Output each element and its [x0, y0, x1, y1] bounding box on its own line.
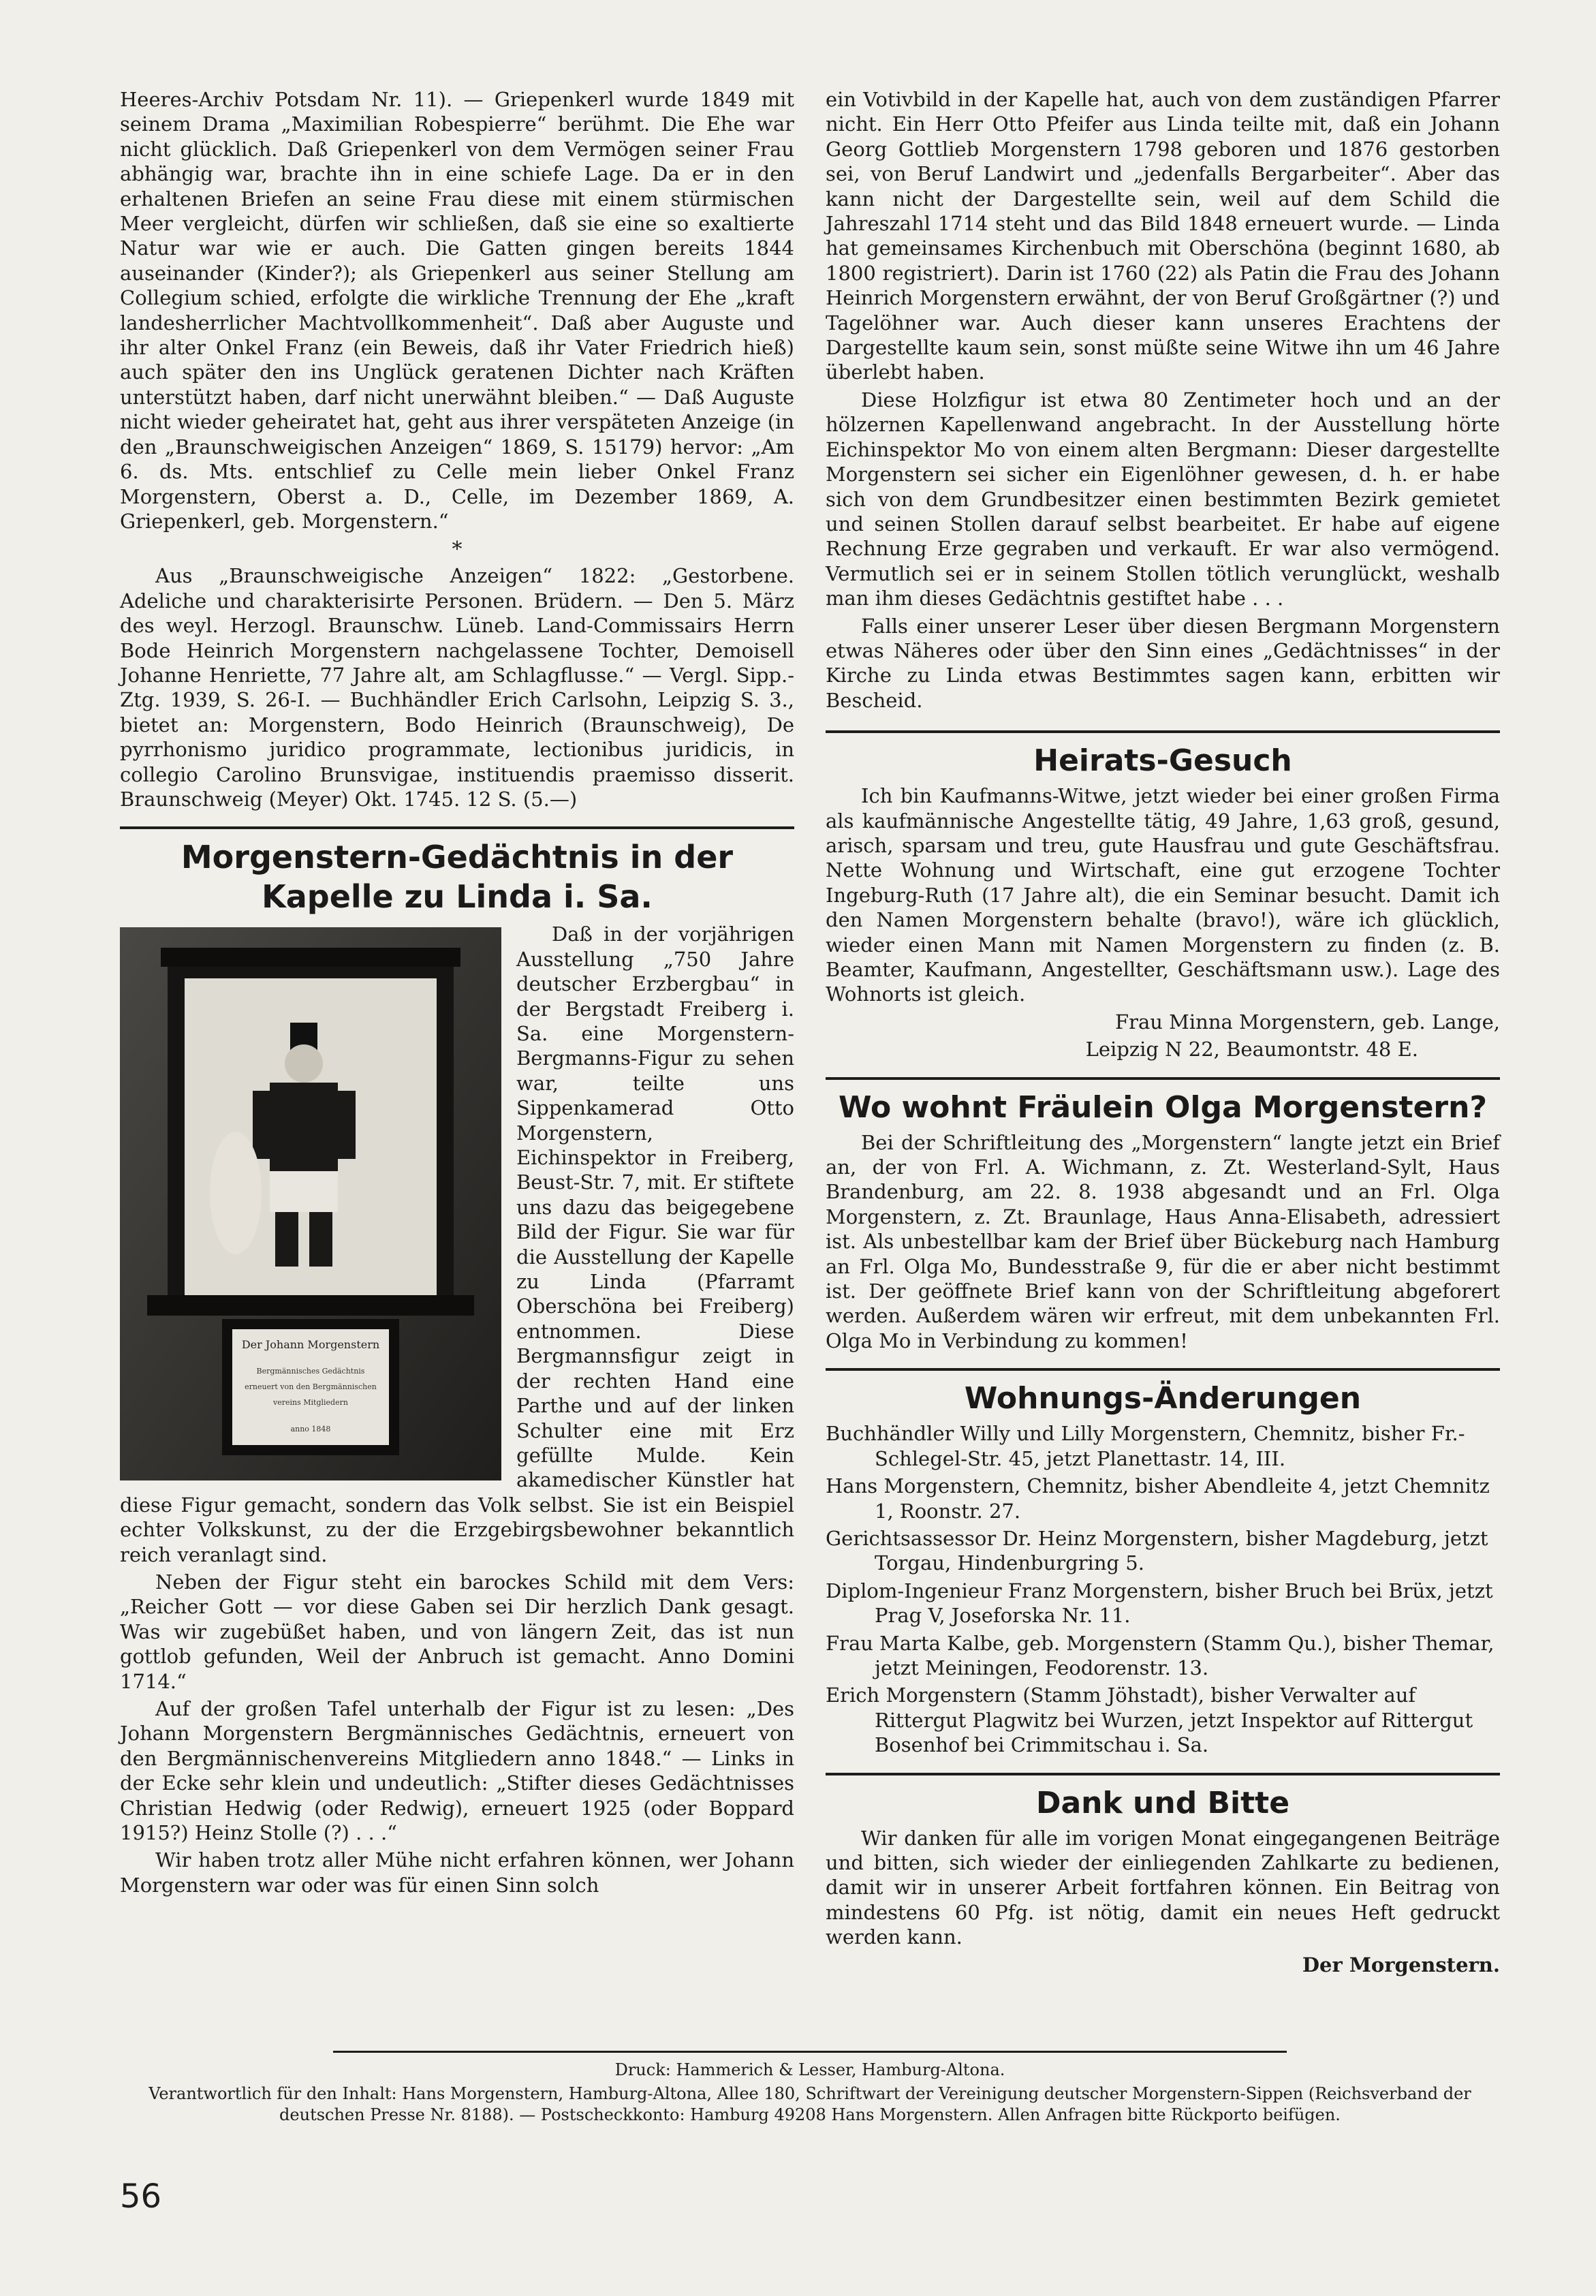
olga-heading: Wo wohnt Fräulein Olga Morgenstern?: [839, 1089, 1487, 1125]
heirat-heading: Heirats-Gesuch: [1033, 743, 1292, 779]
bergmann-figure-illustration: [120, 927, 501, 1480]
plaque-title: Der Johann Morgenstern: [241, 1338, 380, 1352]
heirat-text: Ich bin Kaufmanns-Witwe, jetzt wieder bei einer großen Firma als kaufmännische Angestellte tätig, 49 Jahre, 1,63 groß, gesund, arisch, sparsam und treu, gute Hausfrau und gute Geschäftsfrau. Nette Wohnung und Wirtschaft, eine gut erzogene Tochter Ingeburg-Ruth (17 Jahre alt), die ein Seminar besucht. Damit ich den Namen Morgenstern behalte (bravo!), wäre ich glücklich, wieder einen Mann mit Namen Morgenstern zu finden (z. B. Beamter, Kaufmann, Angestellter, Geschäftsmann usw.). Lage des Wohnorts ist gleich.: [826, 784, 1500, 1006]
wohnung-entry: Diplom-Ingenieur Franz Morgenstern, bisher Bruch bei Brüx, jetzt Prag V, Joseforska Nr. 11.: [826, 1579, 1493, 1628]
divider: [826, 1368, 1500, 1371]
right-paragraph-2: Diese Holzfigur ist etwa 80 Zentimeter hoch und an der hölzernen Kapellenwand angebracht. In der Ausstellung hörte Eichinspektor Mo von einem alten Bergmann: Dieser dargestellte Morgenstern sei sicher ein Eigenlöhner gewesen, d. h. er habe sich von dem Grundbesitzer einen bestimmten Bezirk gemietet und seinen Stollen darauf selbst bearbeitet. Er habe auf eigene Rechnung Erze gegraben und verkauft. Er war also vermögend. Vermutlich sei er in seinem Stollen tötlich verunglückt, weshalb man ihm dieses Gedächtnis gestiftet habe . . .: [826, 388, 1500, 610]
right-column: [826, 87, 1500, 1980]
left-paragraph-4: Neben der Figur steht ein barockes Schild mit dem Vers: „Reicher Gott — vor diese Gaben sei Dir herzlich Dank gesagt. Was wir zugebüßet haben, und von längern Zeit, das ist nun gottlob gefunden, Weil der Anbruch ist gemacht. Anno Domini 1714.“: [120, 1570, 794, 1693]
plaque-line-3: vereins Mitgliedern: [273, 1398, 348, 1408]
imprint-responsible: Verantwortlich für den Inhalt: Hans Morgenstern, Hamburg-Altona, Allee 180, Schriftwart der Vereinigung deutscher Morgenstern-Sippen (Reichsverband der deutschen Presse Nr. 8188). — Postscheckkonto: Hamburg 49208 Hans Morgenstern. Allen Anfragen bitte Rückporto beifügen.: [148, 2084, 1471, 2124]
page-number: 56: [120, 2177, 162, 2216]
wohnung-heading: Wohnungs-Änderungen: [964, 1381, 1362, 1416]
wohnung-entry: Frau Marta Kalbe, geb. Morgenstern (Stamm Qu.), bisher Themar, jetzt Meiningen, Feodorenstr. 13.: [826, 1631, 1495, 1679]
divider: [826, 1773, 1500, 1775]
wohnung-entry: Buchhändler Willy und Lilly Morgenstern, Chemnitz, bisher Fr.-Schlegel-Str. 45, jetzt Planettastr. 14, III.: [826, 1422, 1465, 1470]
dank-text: Wir danken für alle im vorigen Monat eingegangenen Beiträge und bitten, sich wieder der einliegenden Zahlkarte zu bedienen, damit wir in unserer Arbeit fortfahren können. Ein Beitrag von mindestens 60 Pfg. ist nötig, damit ein neues Heft gedruckt werden kann.: [826, 1826, 1500, 1949]
dank-signature: Der Morgenstern.: [1302, 1953, 1500, 1976]
plaque-line-1: Bergmännisches Gedächtnis: [256, 1367, 365, 1376]
imprint-divider: [333, 2051, 1287, 2053]
divider: [826, 730, 1500, 733]
left-paragraph-2: Aus „Braunschweigische Anzeigen“ 1822: „Gestorbene. Adeliche und charakterisirte Personen. Brüdern. — Den 5. März des weyl. Herzogl. Braunschw. Lüneb. Land-Commissairs Herrn Bode Heinrich Morgenstern nachgelassene Tochter, Demoisell Johanne Henriette, 77 Jahre alt, am Schlagflusse.“ — Vergl. Sipp.-Ztg. 1939, S. 26-I. — Buchhändler Erich Carlsohn, Leipzig S. 3., bietet an: Morgenstern, Bodo Heinrich (Braunschweig), De pyrrhonismo juridico programmate, lectionibus juridicis, in collegio Carolino Brunsvigae, instituendis praemisso disserit. Braunschweig (Meyer) Okt. 1745. 12 S. (5.—): [120, 564, 794, 811]
plaque-line-2: erneuert von den Bergmännischen: [245, 1382, 377, 1392]
imprint-printer: Druck: Hammerich & Lesser, Hamburg-Altona.: [614, 2060, 1005, 2079]
left-paragraph-5: Auf der großen Tafel unterhalb der Figur ist zu lesen: „Des Johann Morgenstern Bergmännisches Gedächtnis, erneuert von den Bergmännischenvereins Mitgliedern anno 1848.“ — Links in der Ecke sehr klein und undeutlich: „Stifter dieses Gedächtnisses Christian Hedwig (oder Redwig), erneuert 1925 (oder Boppard 1915?) Heinz Stolle (?) . . .“: [120, 1696, 794, 1844]
left-column: [120, 87, 794, 1900]
right-paragraph-3: Falls einer unserer Leser über diesen Bergmann Morgenstern etwas Näheres oder über den Sinn eines „Gedächtnisses“ in der Kirche zu Linda etwas Bestimmtes sagen kann, erbitten wir Bescheid.: [826, 614, 1500, 712]
wohnung-entry: Hans Morgenstern, Chemnitz, bisher Abendleite 4, jetzt Chemnitz 1, Roonstr. 27.: [826, 1474, 1490, 1523]
heirat-signature-address: Leipzig N 22, Beaumontstr. 48 E.: [1085, 1038, 1418, 1061]
kapelle-heading: Morgenstern-Gedächtnis in der Kapelle zu Linda i. Sa.: [181, 839, 734, 916]
wohnung-entry: Erich Morgenstern (Stamm Jöhstadt), bisher Verwalter auf Rittergut Plagwitz bei Wurzen, jetzt Inspektor auf Rittergut Bosenhof bei Crimmitschau i. Sa.: [826, 1684, 1473, 1757]
wohnung-list: [826, 1421, 1500, 1757]
dank-heading: Dank und Bitte: [1035, 1785, 1290, 1820]
section-star: *: [452, 538, 463, 562]
divider: [826, 1077, 1500, 1080]
plaque-line-4: anno 1848: [290, 1425, 331, 1434]
divider: [120, 826, 794, 829]
right-paragraph-1: ein Votivbild in der Kapelle hat, auch von dem zuständigen Pfarrer nicht. Ein Herr Otto Pfeifer aus Linda teilte mit, daß ein Johann Georg Gottlieb Morgenstern 1798 geboren und 1876 gestorben sei, von Beruf Landwirt und „jedenfalls Bergarbeiter“. Aber das kann nicht der Dargestellte sein, weil auf dem Schild die Jahreszahl 1714 steht und das Bild 1848 erneuert wurde. — Linda hat gemeinsames Kirchenbuch mit Oberschöna (beginnt 1680, ab 1800 registriert). Darin ist 1760 (22) als Patin die Frau des Johann Heinrich Morgenstern erwähnt, der von Beruf Großgärtner (?) und Tagelöhner war. Auch dieser kann unseres Erachtens der Dargestellte kaum sein, sonst müßte seine Witwe ihn um 46 Jahre überlebt haben.: [826, 88, 1500, 384]
imprint: [120, 2051, 1500, 2128]
wohnung-entry: Gerichtsassessor Dr. Heinz Morgenstern, bisher Magdeburg, jetzt Torgau, Hindenburgring 5.: [826, 1526, 1488, 1575]
bergmann-figure-photo: [120, 927, 501, 1480]
left-paragraph-3: Daß in der vorjährigen Ausstellung „750 Jahre deutscher Erzbergbau“ in der Bergstadt Freiberg i. Sa. eine Morgenstern-Bergmanns-Figur zu sehen war, teilte uns Sippenkamerad Otto Morgenstern, Eichinspektor in Freiberg, Beust-Str. 7, mit. Er stiftete uns dazu das beigegebene Bild der Figur. Sie war für die Ausstellung der Kapelle zu Linda (Pfarramt Oberschöna bei Freiberg) entnommen. Diese Bergmannsfigur zeigt in der rechten Hand eine Parthe und auf der linken Schulter eine mit Erz gefüllte Mulde. Kein akamedischer Künstler hat diese Figur gemacht, sondern das Volk selbst. Sie ist ein Beispiel echter Volkskunst, zu der die Erzgebirgsbewohner bekanntlich reich veranlagt sind.: [120, 922, 794, 1566]
left-paragraph-6: Wir haben trotz aller Mühe nicht erfahren können, wer Johann Morgenstern war oder was für einen Sinn solch: [120, 1848, 794, 1897]
heirat-signature-name: Frau Minna Morgenstern, geb. Lange,: [1115, 1010, 1500, 1034]
olga-text: Bei der Schriftleitung des „Morgenstern“ langte jetzt ein Brief an, der von Frl. A. Wichmann, z. Zt. Westerland-Sylt, Haus Brandenburg, am 22. 8. 1938 abgesandt und an Frl. Olga Morgenstern, z. Zt. Braunlage, Haus Anna-Elisabeth, adressiert ist. Als unbestellbar kam der Brief über Bückeburg nach Hamburg an Frl. Olga Mo, Bundesstraße 9, für die er aber nicht bestimmt ist. Der geöffnete Brief kann von der Schriftleitung abgeforert werden. Außerdem wären wir erfreut, mit dem unbekannten Frl. Olga Mo in Verbindung zu kommen!: [826, 1130, 1500, 1352]
left-paragraph-1: Heeres-Archiv Potsdam Nr. 11). — Griepenkerl wurde 1849 mit seinem Drama „Maximilian Robespierre“ berühmt. Die Ehe war nicht glücklich. Daß Griepenkerl von dem Vermögen seiner Frau abhängig war, brachte ihn in eine schiefe Lage. Da er in den erhaltenen Briefen an seine Frau diese mit einem stürmischen Meer vergleicht, dürfen wir schließen, daß sie eine so exaltierte Natur war wie er auch. Die Gatten gingen bereits 1844 auseinander (Kinder?); als Griepenkerl aus seiner Stellung am Collegium schied, erfolgte die wirkliche Trennung der Ehe „kraft landesherrlicher Machtvollkommenheit“. Daß aber Auguste und ihr alter Onkel Franz (ein Beweis, daß ihr Vater Friedrich hieß) auch später den ins Unglück geratenen Dichter nach Kräften unterstützt haben, darf nicht unerwähnt bleiben.“ — Daß Auguste nicht wieder geheiratet hat, geht aus ihrer verspäteten Anzeige (in den „Braunschweigischen Anzeigen“ 1869, S. 15179) hervor: „Am 6. ds. Mts. entschlief zu Celle mein lieber Onkel Franz Morgenstern, Oberst a. D., Celle, im Dezember 1869, A. Griepenkerl, geb. Morgenstern.“: [120, 88, 794, 533]
